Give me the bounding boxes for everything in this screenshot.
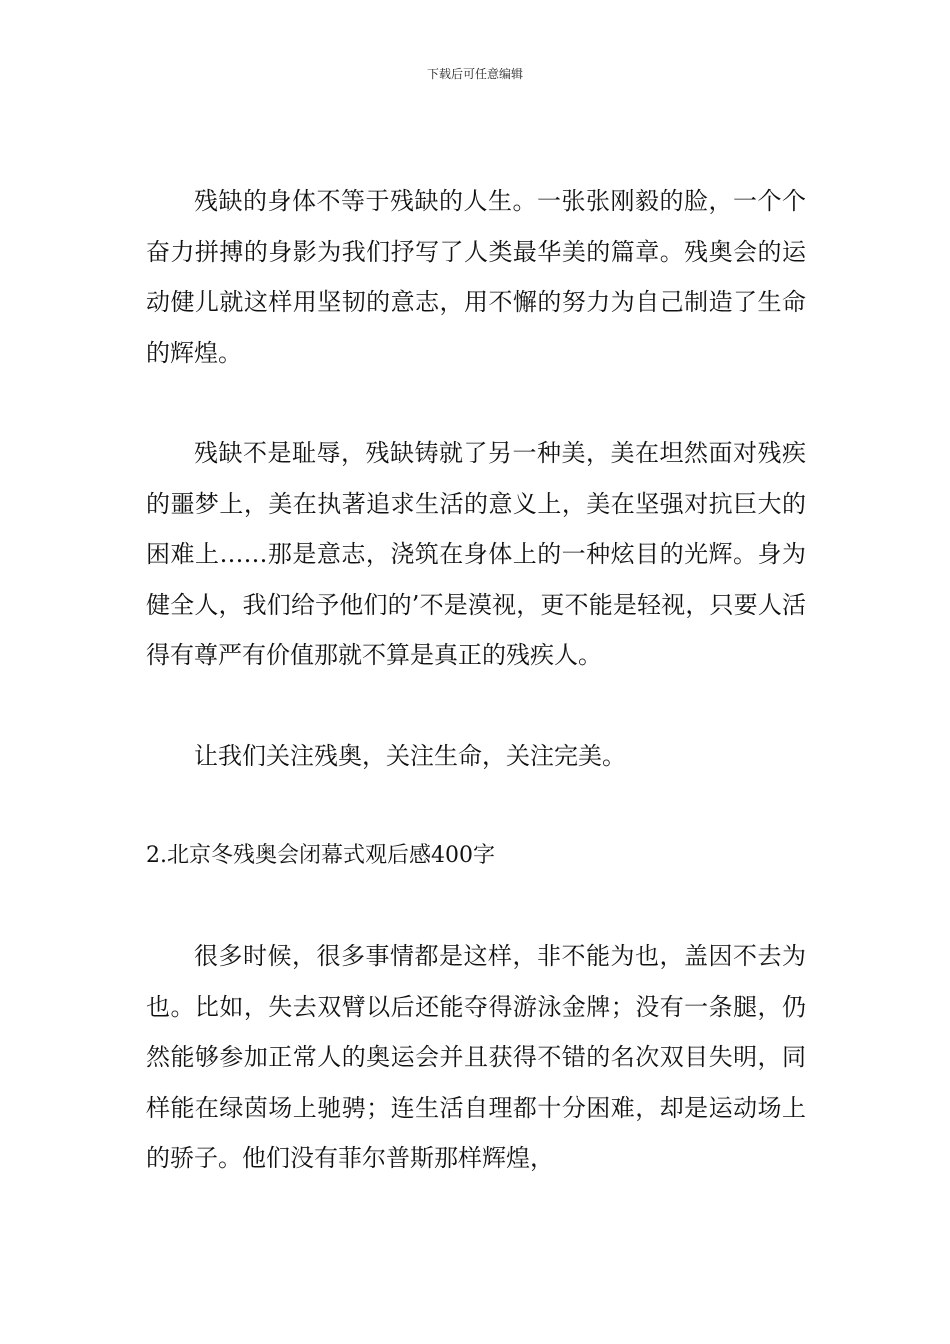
document-body	[146, 176, 806, 1184]
page-header: 下载后可任意编辑	[426, 67, 523, 81]
section-title: 2.北京冬残奥会闭幕式观后感400字	[146, 843, 495, 868]
paragraph-3: 让我们关注残奥，关注生命，关注完美。	[194, 741, 626, 770]
paragraph-1: 残缺的身体不等于残缺的人生。一张张刚毅的脸，一个个奋力拼搏的身影为我们抒写了人类最华美的篇章。残奥会的运动健儿就这样用坚韧的意志，用不懈的努力为自己制造了生命的辉煌。	[146, 187, 806, 367]
paragraph-2: 残缺不是耻辱，残缺铸就了另一种美，美在坦然面对残疾的噩梦上，美在执著追求生活的意义上，美在坚强对抗巨大的困难上……那是意志，浇筑在身体上的一种炫目的光辉。身为健全人，我们给予他们的’不是漠视，更不能是轻视，只要人活得有尊严有价值那就不算是真正的残疾人。	[146, 439, 806, 669]
section-paragraph: 很多时候，很多事情都是这样，非不能为也，盖因不去为也。比如，失去双臂以后还能夺得游泳金牌；没有一条腿，仍然能够参加正常人的奥运会并且获得不错的名次双目失明，同样能在绿茵场上驰骋；连生活自理都十分困难，却是运动场上的骄子。他们没有菲尔普斯那样辉煌，	[146, 942, 806, 1172]
